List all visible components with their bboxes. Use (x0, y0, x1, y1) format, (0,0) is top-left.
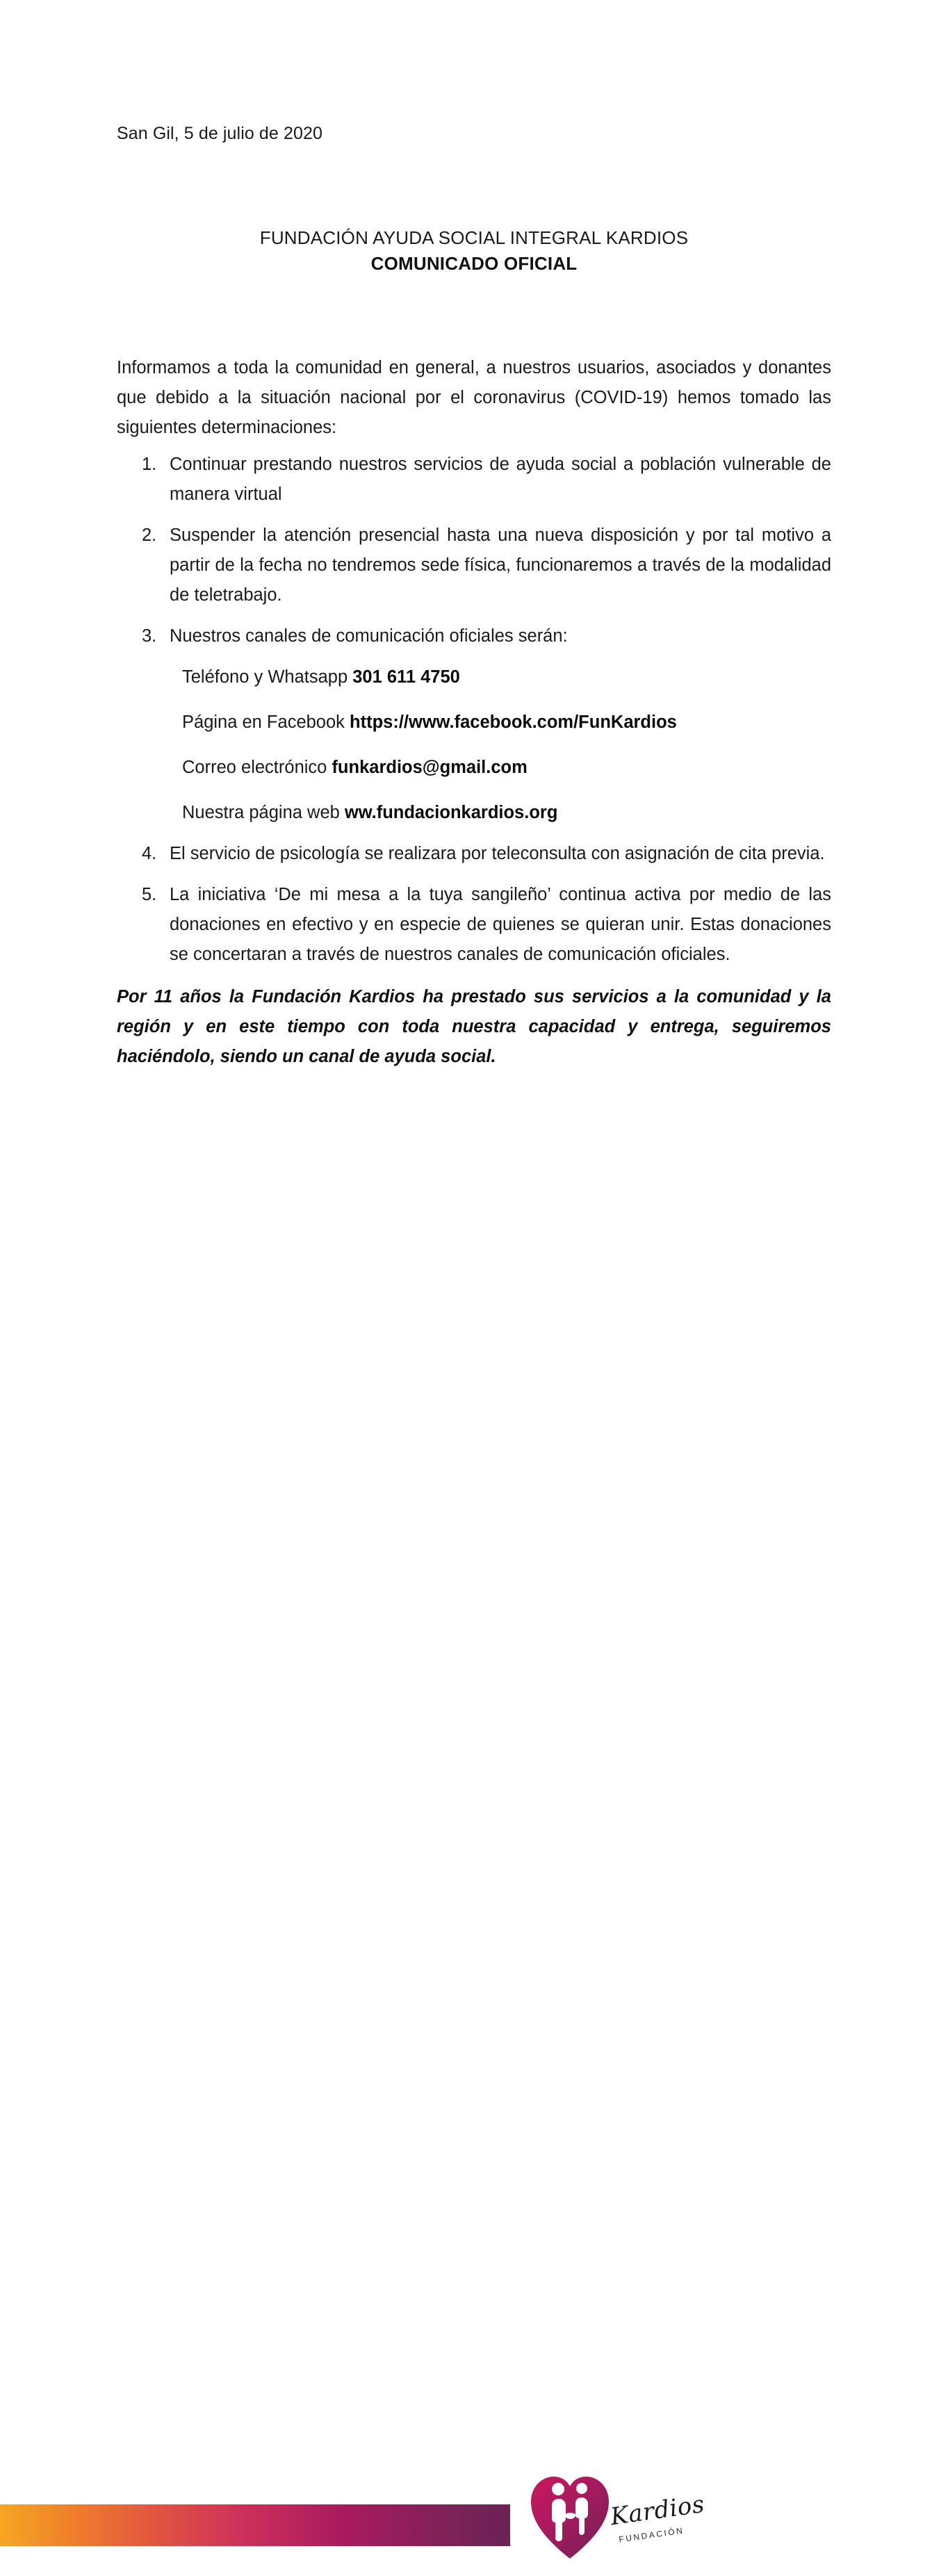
logo-subtext: FUNDACIÓN (618, 2525, 685, 2545)
document-footer (0, 1262, 948, 2545)
list-item-text: El servicio de psicología se realizara por teleconsulta con asignación de cita previa. (170, 844, 825, 863)
channel-label: Correo electrónico (182, 758, 332, 777)
title-block (117, 226, 831, 276)
channel-email (170, 753, 831, 783)
intro-paragraph: Informamos a toda la comunidad en general, a nuestros usuarios, asociados y donantes que debido a la situación nacional por el coronavirus (COVID-19) hemos tomado las siguientes determinaciones: (117, 358, 831, 437)
list-item-text: Continuar prestando nuestros servicios de ayuda social a población vulnerable de manera virtual (170, 455, 831, 504)
list-item-text: Nuestros canales de comunicación oficiales serán: (170, 626, 568, 646)
channel-label: Teléfono y Whatsapp (182, 667, 353, 687)
list-item-number: 2. (142, 525, 157, 545)
list-item-text: Suspender la atención presencial hasta una nueva disposición y por tal motivo a partir de la fecha no tendremos sede física, funcionaremos a través de la modalidad de teletrabajo. (170, 525, 831, 605)
list-item-number: 3. (142, 626, 157, 646)
contact-channels-list (170, 662, 831, 828)
phone-number: 301 611 4750 (352, 667, 460, 687)
channel-phone (170, 662, 831, 692)
page-subtitle: COMUNICADO OFICIAL (370, 253, 578, 275)
logo-wordmark: Kardios (608, 2490, 707, 2532)
organization-logo (528, 2472, 709, 2576)
list-item (117, 521, 831, 610)
footer-gradient-bar (0, 2504, 510, 2546)
list-item (117, 621, 831, 828)
list-item (117, 880, 831, 970)
determinations-list (117, 450, 831, 970)
facebook-url[interactable]: https://www.facebook.com/FunKardios (350, 712, 677, 732)
channel-label: Página en Facebook (182, 712, 350, 732)
channel-facebook (170, 708, 831, 737)
heart-icon (528, 2472, 612, 2562)
list-item-text: La iniciativa ‘De mi mesa a la tuya sangileño’ continua activa por medio de las donaciones en efectivo y en especie de quienes se quieran unir. Estas donaciones se concertaran a través de nuestros canales de comunicación oficiales. (170, 885, 831, 964)
document-body (117, 353, 831, 1090)
email-address[interactable]: funkardios@gmail.com (332, 758, 528, 777)
list-item-number: 1. (142, 455, 157, 474)
page-title: FUNDACIÓN AYUDA SOCIAL INTEGRAL KARDIOS (259, 227, 689, 248)
list-item-number: 4. (142, 844, 157, 863)
channel-label: Nuestra página web (182, 803, 345, 822)
list-item (117, 450, 831, 510)
closing-paragraph: Por 11 años la Fundación Kardios ha prestado sus servicios a la comunidad y la región y en este tiempo con toda nuestra capacidad y entrega, seguiremos haciéndolo, siendo un canal de ayuda social. (117, 987, 831, 1066)
channel-website (170, 798, 831, 828)
website-url[interactable]: ww.fundacionkardios.org (344, 803, 558, 822)
list-item-number: 5. (142, 885, 157, 904)
date-line: San Gil, 5 de julio de 2020 (117, 124, 322, 143)
list-item (117, 839, 831, 869)
